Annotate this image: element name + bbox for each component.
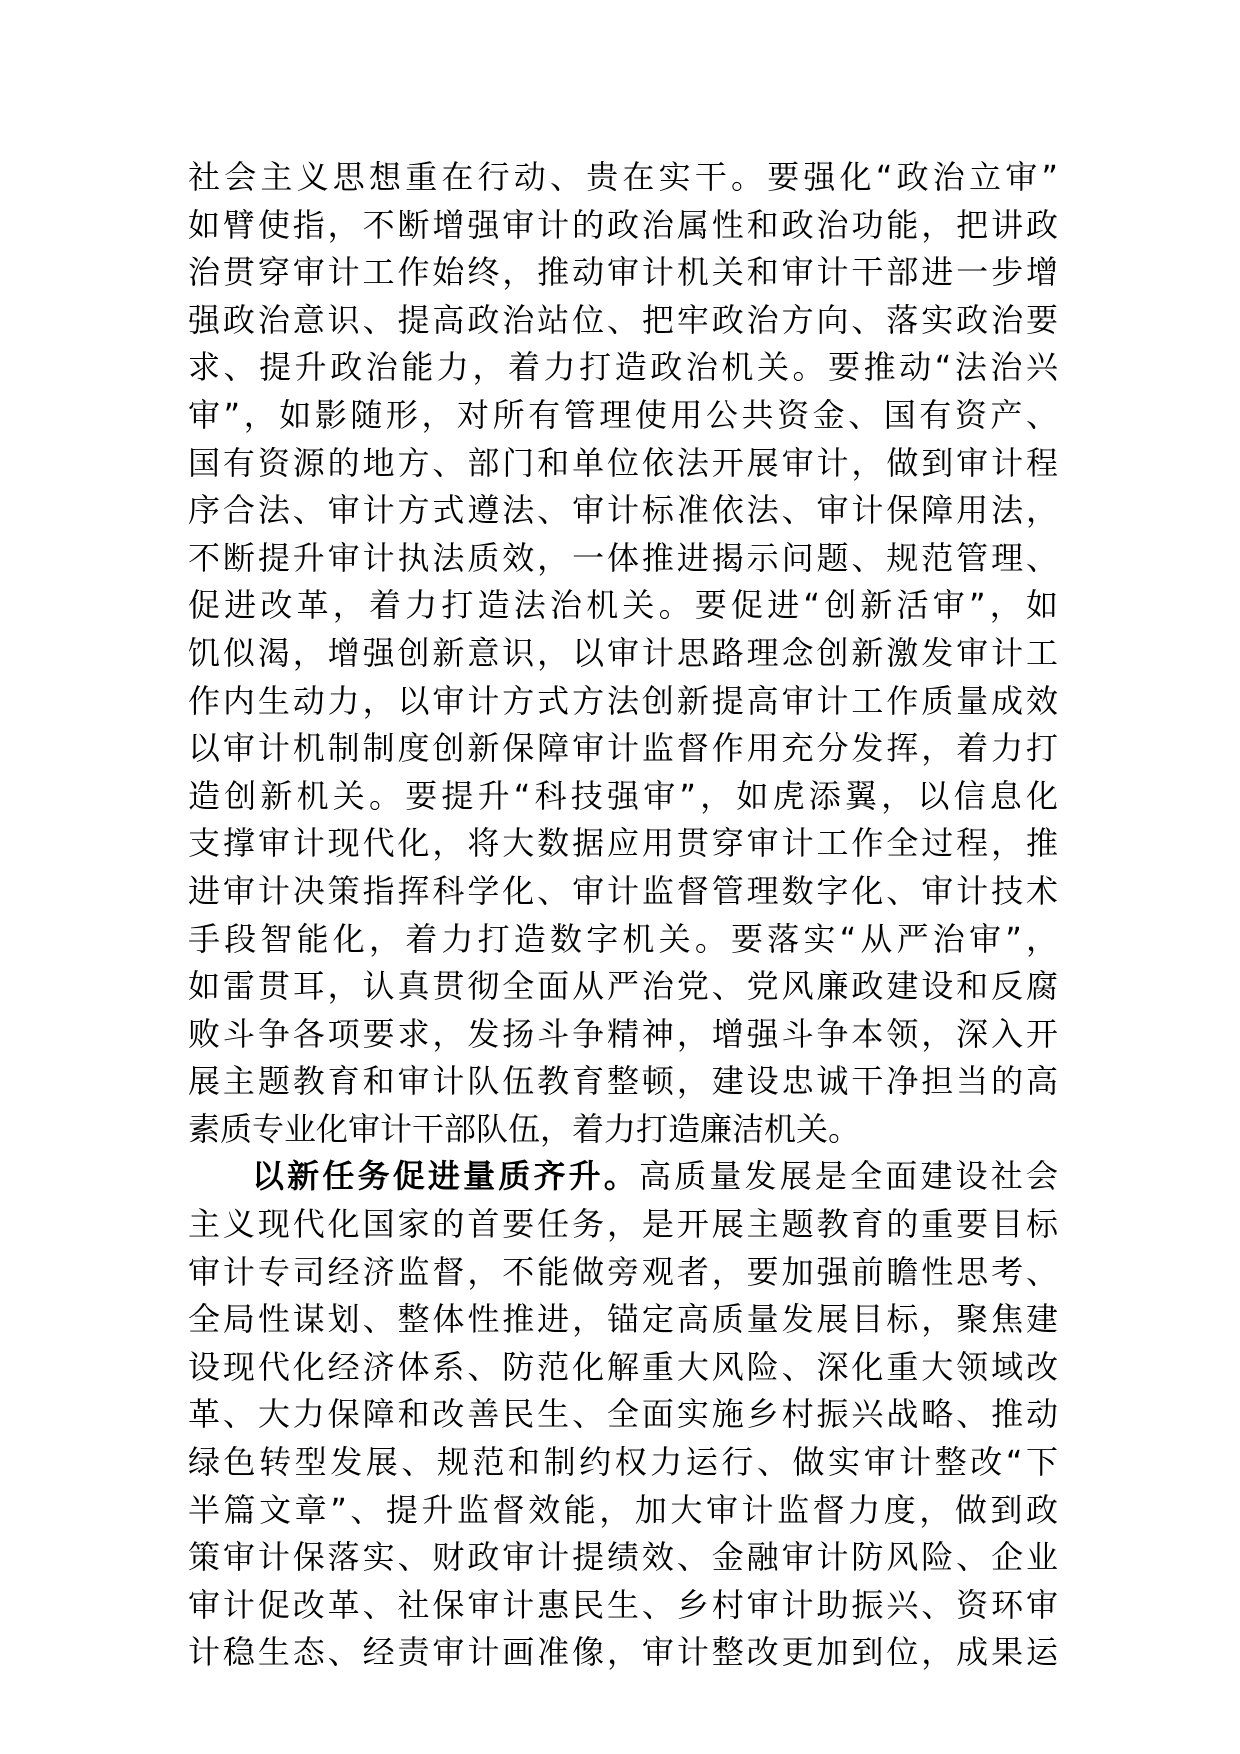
text-line: 设现代化经济体系、防范化解重大风险、深化重大领域改 [188,1347,1058,1386]
text-line: 饥似渴，增强创新意识，以审计思路理念创新激发审计工 [188,633,1058,672]
text-line: 如雷贯耳，认真贯彻全面从严治党、党风廉政建设和反腐 [188,967,1058,1006]
text-line: 作内生动力，以审计方式方法创新提高审计工作质量成效 [188,681,1058,720]
text-line: 造创新机关。要提升“科技强审”，如虎添翼，以信息化 [188,776,1058,815]
text-line: 策审计保落实、财政审计提绩效、金融审计防风险、企业 [188,1538,1058,1577]
text-line: 促进改革，着力打造法治机关。要促进“创新活审”，如 [188,586,1058,625]
paragraph-first-line [188,1153,1058,1201]
body-text [188,154,1058,1677]
text-line: 如臂使指，不断增强审计的政治属性和政治功能，把讲政 [188,205,1058,244]
paragraph-2 [188,1153,1058,1677]
text-line: 革、大力保障和改善民生、全面实施乡村振兴战略、推动 [188,1395,1058,1434]
text-line: 半篇文章”、提升监督效能，加大审计监督力度，做到政 [188,1490,1058,1529]
text-line: 计稳生态、经责审计画准像，审计整改更加到位，成果运 [188,1633,1058,1672]
text-line: 审计促改革、社保审计惠民生、乡村审计助振兴、资环审 [188,1585,1058,1624]
text-line: 序合法、审计方式遵法、审计标准依法、审计保障用法， [188,491,1058,530]
text-line: 审”，如影随形，对所有管理使用公共资金、国有资产、 [188,395,1058,434]
text-line: 审计专司经济监督，不能做旁观者，要加强前瞻性思考、 [188,1252,1058,1291]
text-line: 全局性谋划、整体性推进，锚定高质量发展目标，聚焦建 [188,1300,1058,1339]
text-line: 败斗争各项要求，发扬斗争精神，增强斗争本领，深入开 [188,1014,1058,1053]
paragraph-lead-heading: 以新任务促进量质齐升。 [252,1157,639,1196]
paragraph-1 [188,154,1058,1153]
text-line: 展主题教育和审计队伍教育整顿，建设忠诚干净担当的高 [188,1062,1058,1101]
text-line: 素质专业化审计干部队伍，着力打造廉洁机关。 [188,1109,861,1148]
text-line: 支撑审计现代化，将大数据应用贯穿审计工作全过程，推 [188,824,1058,863]
text-line: 求、提升政治能力，着力打造政治机关。要推动“法治兴 [188,348,1058,387]
paragraph-first-line-text: 高质量发展是全面建设社会 [639,1157,1058,1196]
text-line: 以审计机制制度创新保障审计监督作用充分发挥，着力打 [188,729,1058,768]
text-line: 强政治意识、提高政治站位、把牢政治方向、落实政治要 [188,300,1058,339]
text-line: 手段智能化，着力打造数字机关。要落实“从严治审”， [188,919,1058,958]
text-line: 国有资源的地方、部门和单位依法开展审计，做到审计程 [188,443,1058,482]
text-line: 不断提升审计执法质效，一体推进揭示问题、规范管理、 [188,538,1058,577]
text-line: 进审计决策指挥科学化、审计监督管理数字化、审计技术 [188,871,1058,910]
text-line: 绿色转型发展、规范和制约权力运行、做实审计整改“下 [188,1443,1058,1482]
text-line: 社会主义思想重在行动、贵在实干。要强化“政治立审” [188,158,1058,196]
text-line: 治贯穿审计工作始终，推动审计机关和审计干部进一步增 [188,253,1058,292]
text-line: 主义现代化国家的首要任务，是开展主题教育的重要目标 [188,1205,1058,1244]
